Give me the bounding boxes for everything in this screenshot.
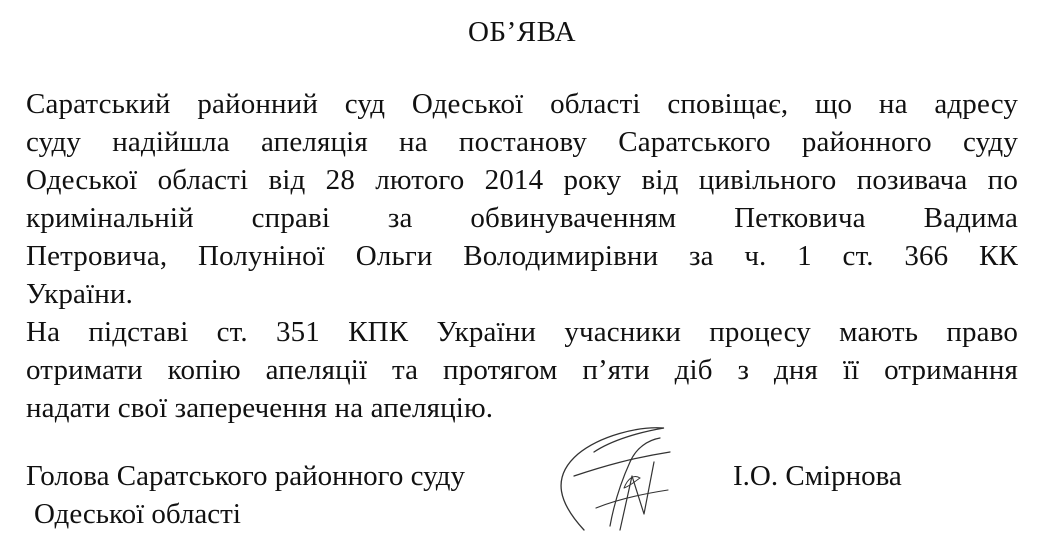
paragraph-line: На підставі ст. 351 КПК України учасники процесу мають право bbox=[26, 316, 1018, 348]
handwritten-signature bbox=[520, 418, 700, 538]
signatory-position: Голова Саратського районного суду bbox=[26, 460, 466, 492]
paragraph-line: України. bbox=[26, 278, 133, 310]
paragraph-line: Петровича, Полуніної Ольги Володимирівни за ч. 1 ст. 366 КК bbox=[26, 240, 1018, 272]
paragraph-line: кримінальній справі за обвинуваченням Петковича Вадима bbox=[26, 202, 1018, 234]
paragraph-line: Одеської області від 28 лютого 2014 року від цивільного позивача по bbox=[26, 164, 1018, 196]
paragraph-line: Саратський районний суд Одеської області сповіщає, що на адресу bbox=[26, 88, 1018, 120]
paragraph-line: суду надійшла апеляція на постанову Саратського районного суду bbox=[26, 126, 1018, 158]
paragraph-line: отримати копію апеляції та протягом п’яти діб з дня її отримання bbox=[26, 354, 1018, 386]
signatory-court-region: Одеської області bbox=[34, 498, 241, 530]
document-title: ОБ’ЯВА bbox=[467, 16, 577, 48]
signatory-name: І.О. Смірнова bbox=[733, 460, 902, 492]
paragraph-line: надати свої заперечення на апеляцію. bbox=[26, 392, 494, 424]
